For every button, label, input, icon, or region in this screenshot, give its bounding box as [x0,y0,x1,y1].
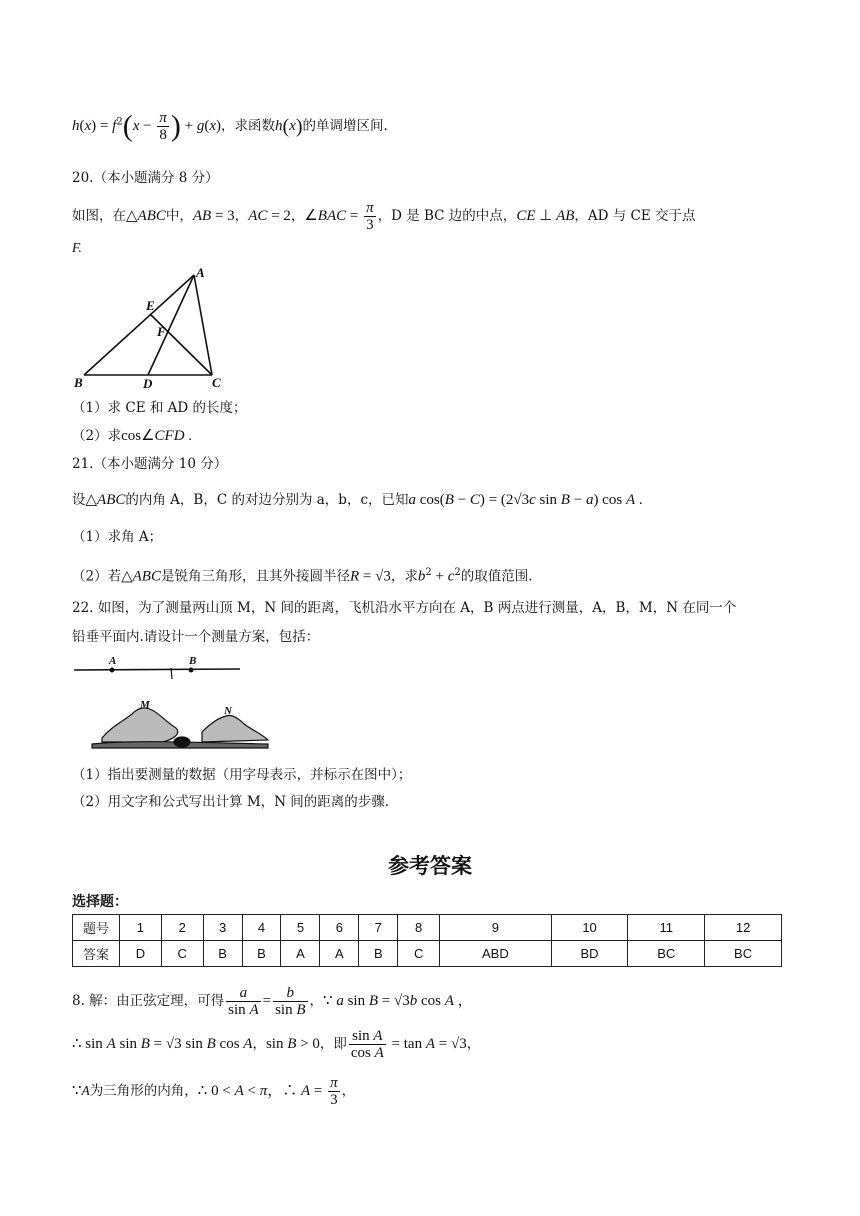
point-a [110,668,114,672]
sol8-l1a: 8. 解：由正弦定理，可得 [72,993,225,1009]
answer-cell: B [242,941,281,967]
label-d: D [143,376,153,391]
q20-intro3: ，D 是 BC 边的中点， [377,208,517,224]
label-c: C [212,375,221,390]
number-cell: 9 [440,915,552,941]
q21-intro1: 设 [72,492,86,508]
answer-cell: BC [705,941,782,967]
label-b: B [74,375,83,390]
answers-title: 参考答案 [388,854,472,878]
q21-part2-line: （2）若△ABC是锐角三角形，且其外接圆半径R = √3，求$b^2 + c^2$的取值范围. [72,567,533,585]
solution8-line3: ∵A为三角形的内角，∴ 0 < A < π，∴ A = $\frac{\pi}{3}$ ， [72,1075,356,1108]
q20-header: 20.（本小题满分 8 分） [72,170,219,186]
number-cell: 8 [398,915,440,941]
q19-formula-line: $h(x) = f^2(x$ − $\frac{\pi}{8}$ ) + g(x)，求函数h(x)的单调增区间. [72,109,388,143]
sol8-l3b: ， [341,1083,356,1099]
point-b [189,668,193,672]
number-cell: 11 [628,915,705,941]
number-cell: 5 [281,915,320,941]
mountain-n [202,715,268,742]
row-header-number: 题号 [73,915,120,941]
answer-table [72,914,782,967]
answer-cell: D [120,941,162,967]
answer-cell: A [281,941,320,967]
q20-intro5: F. [72,240,82,255]
answer-cell: C [398,941,440,967]
label-m: M [140,699,150,711]
sol8-l1b: ， [309,993,324,1009]
q22-part2: （2）用文字和公式写出计算 M，N 间的距离的步骤. [72,794,390,810]
label-n: N [224,705,232,717]
q21-part2c: ，求 [390,568,418,585]
mountain-m [102,708,178,742]
q22-line2: 铅垂平面内.请设计一个测量方案，包括： [72,629,320,645]
q22-line1: 22. 如图，为了测量两山顶 M，N 间的距离，飞机沿水平方向在 A，B 两点进行测量，A，B，M，N 在同一个 [72,600,737,616]
q21-intro2: 的内角 A，B，C 的对边分别为 a，b，c，已知 [125,492,409,508]
segment-ad [148,275,194,375]
answers-subtitle: 选择题： [72,894,128,910]
label-a2: A [109,655,117,667]
q20-intro: 如图，在△ABC中，AB = 3，AC = 2，∠BAC = $\frac{\pi}{3}$ ，D 是 BC 边的中点，CE ⊥ AB，AD 与 CE 交于点 [72,200,696,233]
table-row-answers [73,941,782,967]
label-f: F [157,324,166,339]
sol8-l2a: ， [252,1036,266,1052]
table-row-numbers [73,915,782,941]
q21-header: 21.（本小题满分 10 分） [72,456,228,472]
q19-text: ，求函数 [220,118,275,134]
q19-text2: 的单调增区间. [302,118,388,134]
q21-part1: （1）求角 A； [72,529,163,545]
q20-part2-line: （2）求cos∠CFD . [72,428,193,444]
sol8-l2b: ，即 [319,1036,347,1052]
triangle-figure [70,262,240,392]
sol8-l2c: ， [466,1036,481,1052]
answer-cell: B [203,941,242,967]
answer-cell: C [161,941,203,967]
number-cell: 6 [320,915,359,941]
q21-part2a: （2）若 [72,568,122,585]
mountain-figure [72,652,272,754]
segment-ba [84,275,194,375]
answer-cell: BC [628,941,705,967]
q20-part2: （2）求 [72,428,122,444]
answer-cell: B [359,941,398,967]
number-cell: 4 [242,915,281,941]
number-cell: 2 [161,915,203,941]
solution8-line2: ∴ sin A sin B = √3 sin B cos A，sin B > 0，即 $\frac{\text{sin A}}{\text{cos A}}$ = tan A = √3， [72,1028,481,1061]
answer-cell: BD [551,941,628,967]
label-a: A [196,265,205,280]
number-cell: 12 [705,915,782,941]
number-cell: 10 [551,915,628,941]
row-header-answer: 答案 [73,941,120,967]
answer-cell: ABD [440,941,552,967]
q20-intro2: 中， [165,208,193,224]
solution8-line1: 8. 解：由正弦定理，可得 $\frac{a}{\text{sin A}}$ = $\frac{b}{\text{sin B}}$ ，∵ a sin B = √3b cos A ， [72,985,473,1018]
q20-intro1: 如图，在 [72,208,126,224]
flight-line [74,669,240,670]
number-cell: 3 [203,915,242,941]
sol8-l3a: 为三角形的内角， [89,1083,198,1099]
q20-part1: （1）求 CE 和 AD 的长度； [72,400,247,416]
label-b2: B [189,655,197,667]
q21-part2b: 是锐角三角形，且其外接圆半径 [160,568,350,585]
q22-part1: （1）指出要测量的数据（用字母表示，并标示在图中）； [72,767,412,783]
number-cell: 7 [359,915,398,941]
q20-intro4: ，AD 与 CE 交于点 [574,208,696,224]
number-cell: 1 [120,915,162,941]
ground-rock [174,737,190,747]
q21-part2d: 的取值范围. [460,568,533,585]
label-e: E [146,298,155,313]
q21-intro: 设△ABC的内角 A，B，C 的对边分别为 a，b，c，已知a cos(B − C) = (2√3c sin B − a) cos A . [72,492,643,508]
answer-cell: A [320,941,359,967]
